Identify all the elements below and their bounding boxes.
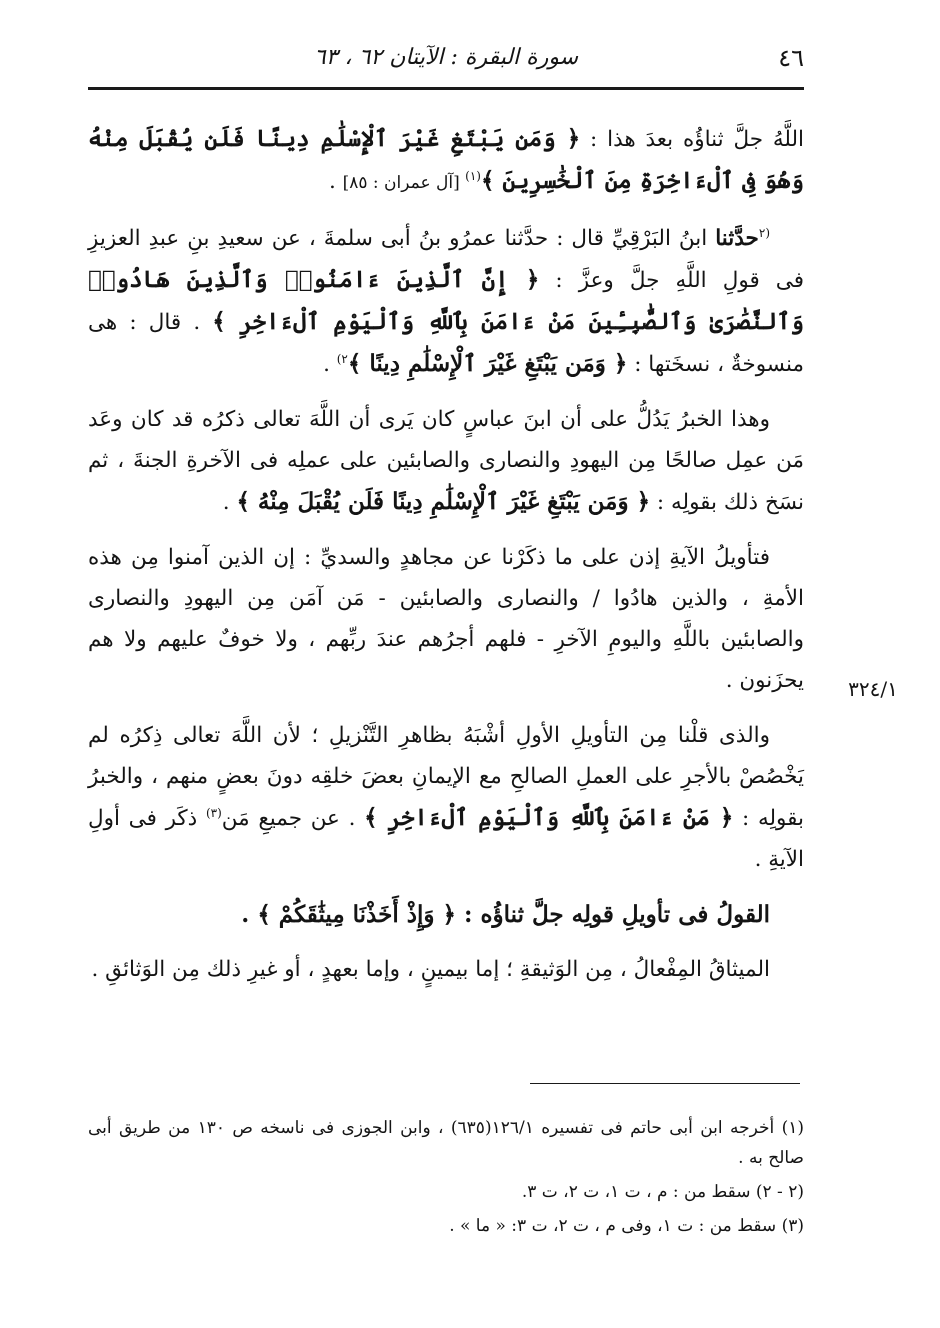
quran-quote: ﴿ وَمَن يَبْتَغِ غَيْرَ ٱلْإِسْلَٰمِ دِينًا فَلَن يُقْبَلَ مِنْهُ وَهُوَ فِى ٱلْءَاخِرَةِ مِنَ ٱلْخَٰسِرِينَ ﴾ xyxy=(88,125,804,194)
footnote-marker: (٢ xyxy=(758,225,770,240)
paragraph-2 xyxy=(88,218,804,385)
paragraph-5 xyxy=(88,715,804,880)
section-heading xyxy=(88,894,804,935)
footnote-1: (١) أخرجه ابن أبى حاتم فى تفسيره ١٢٦/١(٦٣٥) ، وابن الجوزى فى ناسخه ص ١٣٠ من طريق أبى صالح به . xyxy=(88,1118,805,1168)
quran-quote: ﴿ إِنَّ ٱلَّذِينَ ءَامَنُوا۟ وَٱلَّذِينَ هَادُوا۟ وَٱلنَّصَٰرَىٰ وَٱلصَّٰبِـِٔينَ مَنْ ءَامَنَ بِٱللَّهِ وَٱلْيَوْمِ ٱلْءَاخِرِ ﴾ xyxy=(88,266,805,335)
text-run: . عن جميعِ مَن xyxy=(221,806,365,831)
main-text xyxy=(88,118,804,1004)
footnote-marker: ٢) xyxy=(336,351,348,366)
paragraph-6 xyxy=(88,949,804,990)
hadith-lead: حدَّثنا xyxy=(715,226,759,251)
footnotes xyxy=(88,1113,804,1245)
text-run: وهذا الخبرُ يَدُلُّ على أن ابنَ عباسٍ كان يَرى أن اللَّهَ تعالى ذكرُه قد كان وعَد مَن عمِل صالحًا مِن اليهودِ والنصارى والصابئين على عملِه فى الآخرةِ الجنةَ ، ثم نسَخ ذلك بقولِه : xyxy=(88,407,804,515)
text-run: . xyxy=(222,490,237,515)
heading-end: . xyxy=(241,901,258,928)
running-title: سورة البقرة : الآيتان ٦٢ ، ٦٣ xyxy=(313,45,579,70)
page-number: ٤٦ xyxy=(778,44,804,72)
footnote-3: (٣) سقط من : ت ١، وفى م ، ت ٢، ت ٣: « ما » . xyxy=(449,1216,804,1236)
verse-reference: [آل عمران : ٨٥] xyxy=(342,173,466,193)
margin-page-reference: ٣٢٤/١ xyxy=(848,677,898,701)
text-run: . قال : هى منسوخةٌ ، نسخَتها : xyxy=(88,310,804,377)
page-header xyxy=(88,38,804,84)
text-run: ابنُ البَرْقِيِّ قال : حدَّثنا عمرُو بنُ أبى سلمةَ ، عن سعيدِ بنِ عبدِ العزيزِ فى قولِ اللَّهِ جلَّ وعزَّ : xyxy=(88,226,804,293)
header-rule xyxy=(88,87,804,90)
footnote-marker: (١) xyxy=(465,168,481,183)
footnote-2: (٢ - ٢) سقط من : م ، ت ١، ت ٢، ت ٣. xyxy=(521,1182,804,1202)
quran-quote: ﴿ وَمَن يَبْتَغِ غَيْرَ ٱلْإِسْلَٰمِ دِينًا فَلَن يُقْبَلَ مِنْهُ ﴾ xyxy=(236,488,651,515)
quran-quote: ﴿ وَإِذْ أَخَذْنَا مِيثَٰقَكُمْ ﴾ xyxy=(257,901,456,928)
text-run: فتأويلُ الآيةِ إذن على ما ذكَرْنا عن مجاهدٍ والسديِّ : إن الذين آمنوا مِن هذه الأمةِ ، والذين هادُوا / والنصارى والصابئين - مَن آمَن مِن اليهودِ والنصارى والصابئين باللَّهِ واليومِ الآخرِ - فلهم أجرُهم عندَ ربِّهم ، ولا خوفٌ عليهم ولا هم يحزَنون . xyxy=(88,545,804,693)
paragraph-1 xyxy=(88,118,804,204)
quran-quote: ﴿ وَمَن يَبْتَغِ غَيْرَ ٱلْإِسْلَٰمِ دِينًا ﴾ xyxy=(347,350,628,377)
heading-text: القولُ فى تأويلِ قولِه جلَّ ثناؤُه : xyxy=(455,901,770,928)
footnote-rule xyxy=(530,1083,800,1084)
text-run: ذكَر فى أولِ الآيةِ . xyxy=(88,806,804,872)
quran-quote: ﴿ مَنْ ءَامَنَ بِٱللَّهِ وَٱلْيَوْمِ ٱلْءَاخِرِ ﴾ xyxy=(364,804,734,831)
text-run: الميثاقُ المِفْعالُ ، مِن الوَثيقةِ ؛ إما بيمينٍ ، وإما بعهدٍ ، أو غيرِ ذلك مِن الوَثائقِ . xyxy=(91,957,770,982)
paragraph-4 xyxy=(88,537,804,701)
text-run: اللَّهُ جلَّ ثناؤُه بعدَ هذا : xyxy=(580,127,805,152)
paragraph-3 xyxy=(88,399,804,523)
text-run: والذى قلْنا مِن التأويلِ الأولِ أشْبَهُ بظاهرِ التَّنْزيلِ ؛ لأن اللَّهَ تعالى ذِكرُه لم يَخْصُصْ بالأجرِ على العملِ الصالحِ مع الإيمانِ بعضَ خلقِه دونَ بعضٍ منهم ، والخبرُ بقولِه : xyxy=(88,723,804,831)
text-run: . xyxy=(328,169,343,194)
footnote-marker: (٣) xyxy=(205,805,222,820)
text-run: . xyxy=(323,352,337,377)
